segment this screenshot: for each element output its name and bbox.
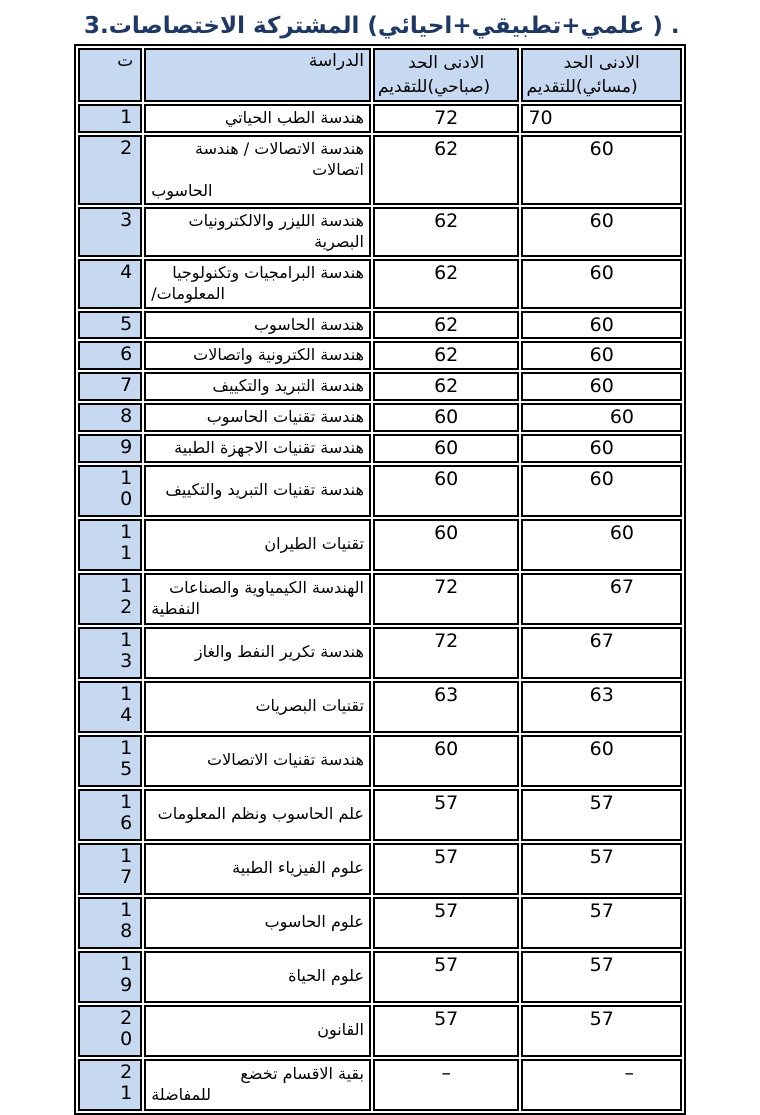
cell-study-name: تقنيات البصريات	[144, 681, 371, 733]
cell-evening-minimum: 67	[521, 627, 682, 679]
cell-row-number: 18	[78, 897, 142, 949]
cell-morning-minimum: 57	[373, 1005, 519, 1057]
header-evening-line2: للتقديم(مسائي)	[526, 77, 638, 98]
cell-study-name: تقنيات الطيران	[144, 519, 371, 571]
cell-row-number: 14	[78, 681, 142, 733]
cell-row-number: 1	[78, 104, 142, 133]
document-page	[0, 13, 760, 1104]
cell-evening-minimum: 70	[521, 104, 682, 133]
cell-study-name: علوم الحياة	[144, 951, 371, 1003]
cell-row-number: 3	[78, 207, 142, 257]
cell-morning-minimum: 62	[373, 311, 519, 340]
table-row	[78, 403, 682, 432]
cell-morning-minimum: –	[373, 1059, 519, 1111]
cell-row-number: 9	[78, 434, 142, 463]
table-header-row	[78, 48, 682, 102]
cell-morning-minimum: 62	[373, 372, 519, 401]
cell-study-name: هندسة تقنيات الحاسوب	[144, 403, 371, 432]
cell-evening-minimum: 57	[521, 951, 682, 1003]
table-body	[78, 104, 682, 1110]
cell-morning-minimum: 57	[373, 897, 519, 949]
cell-row-number: 8	[78, 403, 142, 432]
cell-study-name: علوم الفيزياء الطبية	[144, 843, 371, 895]
table-row	[78, 434, 682, 463]
table-row	[78, 573, 682, 625]
cell-morning-minimum: 62	[373, 207, 519, 257]
cell-morning-minimum: 72	[373, 627, 519, 679]
header-study-label: الدراسة	[308, 51, 364, 71]
cell-evening-minimum: 60	[521, 135, 682, 205]
cell-study-name: هندسة التبريد والتكييف	[144, 372, 371, 401]
cell-row-number: 21	[78, 1059, 142, 1111]
table-row	[78, 897, 682, 949]
cell-evening-minimum: 60	[521, 735, 682, 787]
table-row	[78, 789, 682, 841]
cell-evening-minimum: 60	[521, 372, 682, 401]
table-row	[78, 311, 682, 340]
cell-evening-minimum: 60	[521, 207, 682, 257]
cell-evening-minimum: 60	[521, 403, 682, 432]
cell-evening-minimum: 63	[521, 681, 682, 733]
cell-evening-minimum: 60	[521, 465, 682, 517]
table-row	[78, 1059, 682, 1111]
cell-evening-minimum: 57	[521, 897, 682, 949]
table-row	[78, 259, 682, 309]
cell-evening-minimum: 60	[521, 434, 682, 463]
table-row	[78, 843, 682, 895]
header-cell-evening-minimum	[521, 48, 682, 102]
cell-morning-minimum: 60	[373, 735, 519, 787]
cell-morning-minimum: 57	[373, 951, 519, 1003]
cell-row-number: 10	[78, 465, 142, 517]
cell-morning-minimum: 62	[373, 135, 519, 205]
cell-study-name: علم الحاسوب ونظم المعلومات	[144, 789, 371, 841]
cell-evening-minimum: 67	[521, 573, 682, 625]
cell-morning-minimum: 72	[373, 573, 519, 625]
cell-row-number: 13	[78, 627, 142, 679]
table-row	[78, 207, 682, 257]
cell-study-name: هندسة تقنيات التبريد والتكييف	[144, 465, 371, 517]
cell-study-name: هندسة تكرير النفط والغاز	[144, 627, 371, 679]
table-row	[78, 372, 682, 401]
cell-row-number: 7	[78, 372, 142, 401]
cell-row-number: 17	[78, 843, 142, 895]
cell-row-number: 11	[78, 519, 142, 571]
cell-morning-minimum: 60	[373, 465, 519, 517]
cell-evening-minimum: 57	[521, 789, 682, 841]
header-morning-line2: للتقديم(صباحي)	[377, 77, 491, 98]
cell-row-number: 4	[78, 259, 142, 309]
header-cell-row-number	[78, 48, 142, 102]
table-row	[78, 735, 682, 787]
cell-study-name: هندسة تقنيات الاتصالات	[144, 735, 371, 787]
cell-evening-minimum: 60	[521, 259, 682, 309]
cell-study-name: القانون	[144, 1005, 371, 1057]
cell-row-number: 16	[78, 789, 142, 841]
header-cell-study	[144, 48, 371, 102]
cell-study-name: علوم الحاسوب	[144, 897, 371, 949]
cell-morning-minimum: 60	[373, 519, 519, 571]
table-row	[78, 1005, 682, 1057]
cell-morning-minimum: 60	[373, 434, 519, 463]
cell-study-name: الهندسة الكيمياوية والصناعات النفطية	[144, 573, 371, 625]
cell-study-name: هندسة الكترونية واتصالات	[144, 341, 371, 370]
cell-study-name: هندسة الحاسوب	[144, 311, 371, 340]
cell-morning-minimum: 60	[373, 403, 519, 432]
table-row	[78, 519, 682, 571]
table-row	[78, 341, 682, 370]
cell-study-name: هندسة تقنيات الاجهزة الطبية	[144, 434, 371, 463]
cell-morning-minimum: 63	[373, 681, 519, 733]
cell-evening-minimum: 60	[521, 311, 682, 340]
table-row	[78, 681, 682, 733]
cell-row-number: 6	[78, 341, 142, 370]
table-row	[78, 465, 682, 517]
cell-row-number: 20	[78, 1005, 142, 1057]
table-row	[78, 135, 682, 205]
header-morning-line1: الحد الادنى	[408, 53, 485, 73]
cell-row-number: 12	[78, 573, 142, 625]
admissions-table	[74, 44, 686, 1115]
table-row	[78, 627, 682, 679]
cell-study-name: هندسة البرامجيات وتكنولوجيا المعلومات/	[144, 259, 371, 309]
table-row	[78, 104, 682, 133]
cell-evening-minimum: 57	[521, 1005, 682, 1057]
cell-morning-minimum: 57	[373, 789, 519, 841]
header-row-number-label: ت	[117, 51, 134, 71]
cell-evening-minimum: 60	[521, 341, 682, 370]
cell-row-number: 15	[78, 735, 142, 787]
header-cell-morning-minimum	[373, 48, 519, 102]
cell-evening-minimum: –	[521, 1059, 682, 1111]
cell-morning-minimum: 72	[373, 104, 519, 133]
cell-study-name: بقية الاقسام تخضع للمفاضلة	[144, 1059, 371, 1111]
cell-row-number: 2	[78, 135, 142, 205]
cell-study-name: هندسة الليزر والالكترونيات البصرية	[144, 207, 371, 257]
cell-morning-minimum: 62	[373, 341, 519, 370]
cell-evening-minimum: 57	[521, 843, 682, 895]
cell-morning-minimum: 57	[373, 843, 519, 895]
cell-morning-minimum: 62	[373, 259, 519, 309]
cell-study-name: هندسة الاتصالات / هندسة اتصالات الحاسوب	[144, 135, 371, 205]
cell-row-number: 5	[78, 311, 142, 340]
cell-study-name: هندسة الطب الحياتي	[144, 104, 371, 133]
page-title: 3.الاختصاصات المشتركة (احيائي+تطبيقي+علمي ) .	[84, 13, 680, 39]
cell-evening-minimum: 60	[521, 519, 682, 571]
header-evening-line1: الحد الادنى	[563, 53, 640, 73]
cell-row-number: 19	[78, 951, 142, 1003]
table-row	[78, 951, 682, 1003]
